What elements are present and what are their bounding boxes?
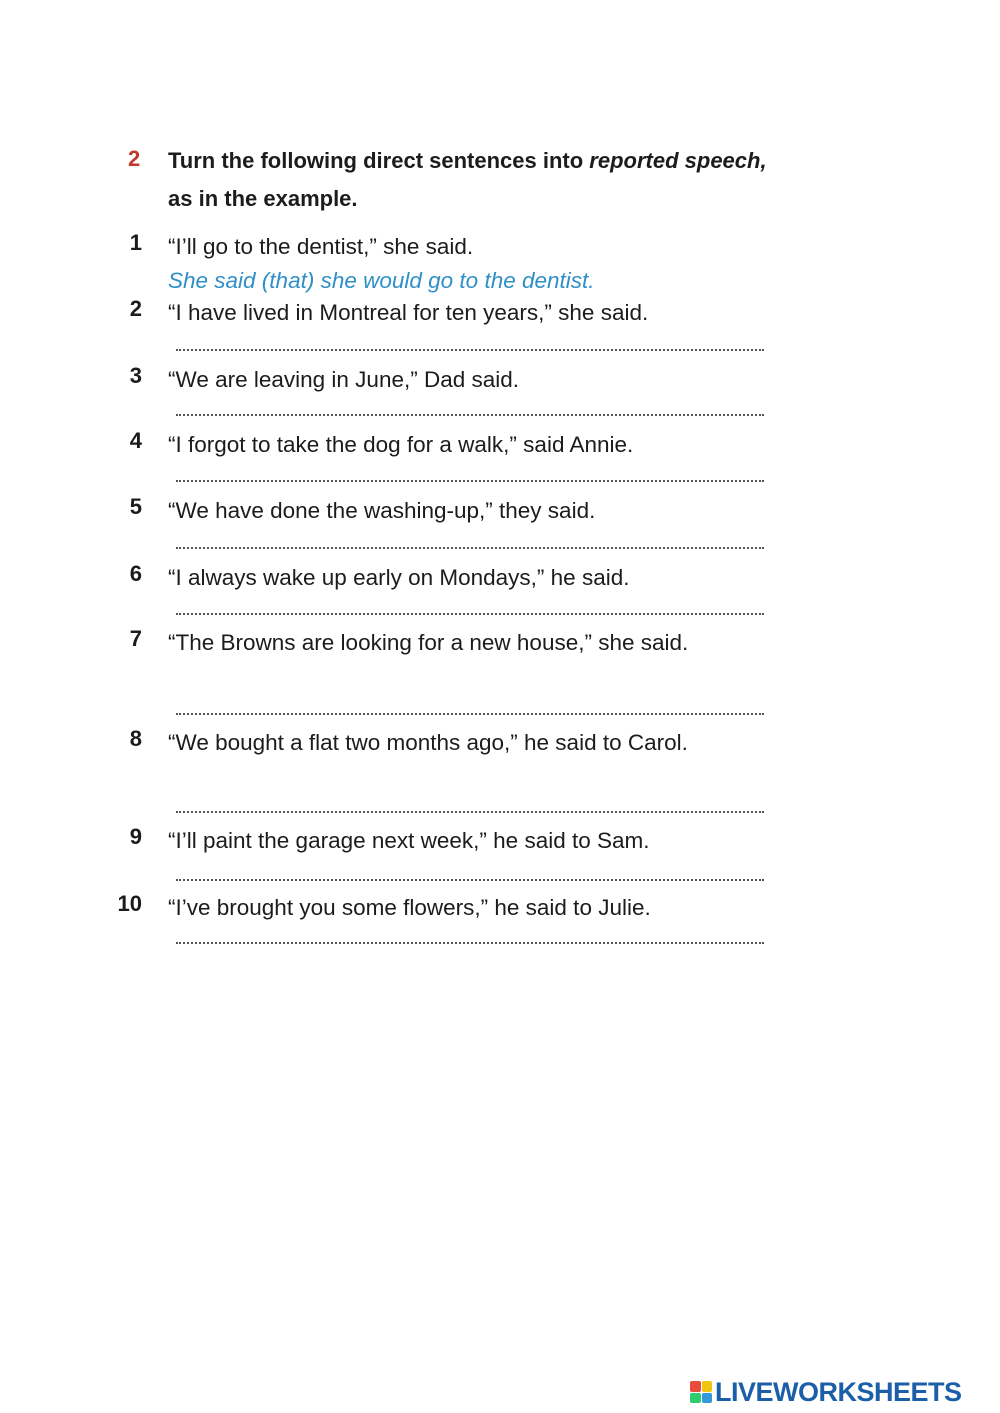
item-number: 4 [129, 428, 142, 453]
item-number: 3 [129, 363, 142, 388]
answer-field[interactable] [176, 479, 764, 482]
item-number: 8 [129, 726, 142, 751]
logo-square-icon [702, 1393, 713, 1404]
answer-field[interactable] [176, 546, 764, 549]
item-sentence: “I’ve brought you some flowers,” he said to Julie. [168, 895, 651, 920]
logo-text: LIVEWORKSHEETS [715, 1376, 962, 1407]
answer-field[interactable] [176, 413, 764, 416]
example-answer: She said (that) she would go to the dentist. [168, 268, 595, 293]
item-number: 5 [129, 494, 142, 519]
item-number: 1 [129, 230, 142, 255]
instruction-emphasis: reported speech, [589, 148, 767, 173]
liveworksheets-logo[interactable] [690, 1377, 990, 1407]
item-sentence: “The Browns are looking for a new house,” she said. [168, 630, 689, 655]
instruction-text-1: Turn the following direct sentences into [168, 148, 590, 173]
answer-field[interactable] [176, 348, 764, 351]
item-sentence: “We have done the washing-up,” they said. [168, 498, 596, 523]
item-sentence: “I forgot to take the dog for a walk,” said Annie. [168, 432, 634, 457]
item-number: 9 [129, 824, 142, 849]
logo-square-icon [690, 1381, 701, 1392]
logo-mark-icon [690, 1381, 712, 1403]
logo-square-icon [702, 1381, 713, 1392]
answer-field[interactable] [176, 712, 764, 715]
item-sentence: “We bought a flat two months ago,” he said to Carol. [168, 730, 688, 755]
answer-field[interactable] [176, 878, 764, 881]
item-sentence: “I’ll paint the garage next week,” he said to Sam. [168, 828, 650, 853]
item-sentence: “I always wake up early on Mondays,” he said. [168, 565, 630, 590]
item-sentence: “I have lived in Montreal for ten years,” she said. [168, 300, 649, 325]
logo-square-icon [690, 1393, 701, 1404]
item-number: 7 [129, 626, 142, 651]
item-sentence: “I’ll go to the dentist,” she said. [168, 234, 474, 259]
exercise-number: 2 [128, 146, 141, 171]
answer-field[interactable] [176, 941, 764, 944]
item-number: 6 [129, 561, 142, 586]
exercise-instruction [168, 142, 788, 218]
answer-field[interactable] [176, 612, 764, 615]
answer-field[interactable] [176, 810, 764, 813]
item-number: 10 [117, 891, 142, 916]
instruction-text-2: as in the example. [168, 186, 358, 211]
item-sentence: “We are leaving in June,” Dad said. [168, 367, 520, 392]
item-number: 2 [129, 296, 142, 321]
